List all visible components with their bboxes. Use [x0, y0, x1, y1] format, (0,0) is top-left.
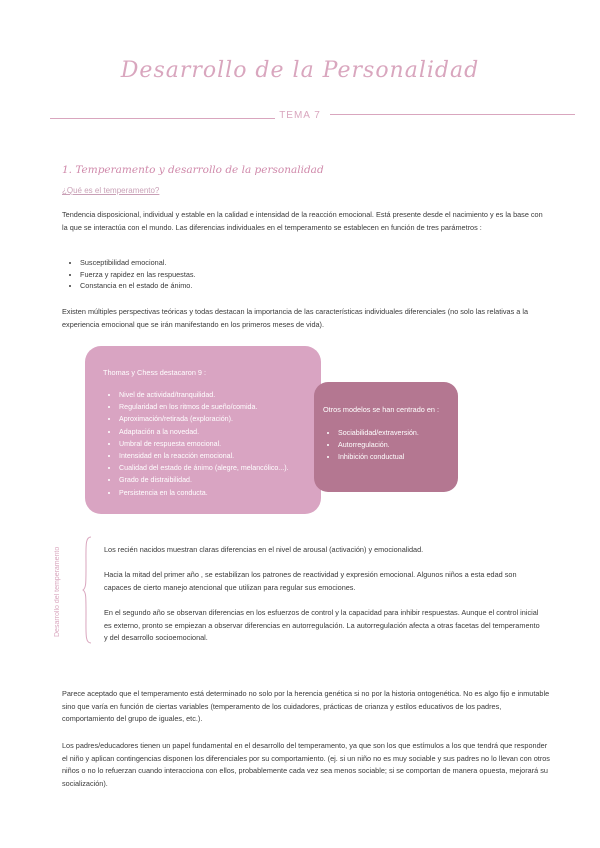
development-paragraph-3: En el segundo año se observan diferencias en los esfuerzos de control y la capacidad para inhibir respuestas. Aunque el control inicial es externo, pronto se empiezan a observar diferencias en autorregulación. La autorregulación afecta a otras facetas del temperamento y del desarrollo socioemocional.	[104, 608, 540, 642]
list-item: • Susceptibilidad emocional.	[80, 257, 362, 269]
section-title: 1. Temperamento y desarrollo de la personalidad	[62, 164, 324, 176]
section-subtitle[interactable]: ¿Qué es el temperamento?	[62, 186, 160, 195]
other-models-box	[314, 382, 458, 492]
header-rule-right	[330, 114, 575, 115]
intro-paragraph: Tendencia disposicional, individual y estable en la calidad e intensidad de la reacción emocional. Está presente desde el nacimiento y es la base con la que se interactúa con el mundo. Las diferencias individuales en el temperamento se establecen en función de tres parámetros :	[62, 210, 543, 232]
other-models-list	[324, 427, 468, 464]
list-item: • Adaptación a la novedad.	[119, 426, 324, 438]
other-models-heading: Otros modelos se han centrado en :	[323, 405, 440, 414]
list-item: • Regularidad en los ritmos de sueño/comida.	[119, 401, 324, 413]
list-item: • Autorregulación.	[338, 439, 468, 451]
thomas-chess-heading: Thomas y Chess destacaron 9 :	[103, 368, 207, 377]
thomas-chess-list	[105, 389, 324, 499]
development-paragraph-2: Hacia la mitad del primer año , se estabilizan los patrones de reactividad y expresión emocional. Algunos niños a esta edad son capaces de cierto manejo atencional que utilizan para regular sus emociones.	[104, 570, 517, 592]
curly-brace-icon	[82, 536, 92, 644]
parents-paragraph: Los padres/educadores tienen un papel fundamental en el desarrollo del temperamento, ya que son los que estímulos a los que tendrá que responder el niño y aplican contingencias disponen los diferenciales por su comportamiento. (ej. si un niño no es muy sociable y sus padres no lo llevan con otros niños o no lo refuerzan cuando interacciona con ellos, probablemente cada vez sea menos sociable; si se comportan de manera opuesta, mejorará su socialización).	[62, 741, 550, 788]
development-paragraph-1: Los recién nacidos muestran claras diferencias en el nivel de arousal (activación) y emocionalidad.	[104, 545, 424, 554]
list-item: • Sociabilidad/extraversión.	[338, 427, 468, 439]
topic-label: TEMA 7	[279, 110, 321, 121]
development-side-label: Desarrollo del temperamento	[54, 546, 61, 638]
list-item: • Cualidad del estado de ánimo (alegre, melancólico...).	[119, 462, 324, 474]
heredity-paragraph: Parece aceptado que el temperamento está determinado no solo por la herencia genética si no por la historia ontogenética. No es algo fijo e inmutable sino que varía en función de ciertas variables (temperamento de los cuidadores, prácticas de crianza y estilos educativos de los padres, comportamiento del grupo de iguales, etc.).	[62, 689, 550, 723]
list-item: • Nivel de actividad/tranquilidad.	[119, 389, 324, 401]
perspectives-paragraph: Existen múltiples perspectivas teóricas y todas destacan la importancia de las características individuales diferenciales (no solo las relativas a la experiencia emocional que se irán manifestando en los primeros meses de vida).	[62, 307, 529, 329]
list-item: • Inhibición conductual	[338, 451, 468, 463]
list-item: • Aproximación/retirada (exploración).	[119, 413, 324, 425]
list-item: • Fuerza y rapidez en las respuestas.	[80, 269, 362, 281]
list-item: • Grado de distraibilidad.	[119, 474, 324, 486]
list-item: • Umbral de respuesta emocional.	[119, 438, 324, 450]
parameter-list	[62, 257, 362, 292]
list-item: • Persistencia en la conducta.	[119, 487, 324, 499]
document-title: Desarrollo de la Personalidad	[120, 58, 480, 83]
thomas-chess-box	[85, 346, 321, 514]
list-item: • Constancia en el estado de ánimo.	[80, 280, 362, 292]
list-item: • Intensidad en la reacción emocional.	[119, 450, 324, 462]
